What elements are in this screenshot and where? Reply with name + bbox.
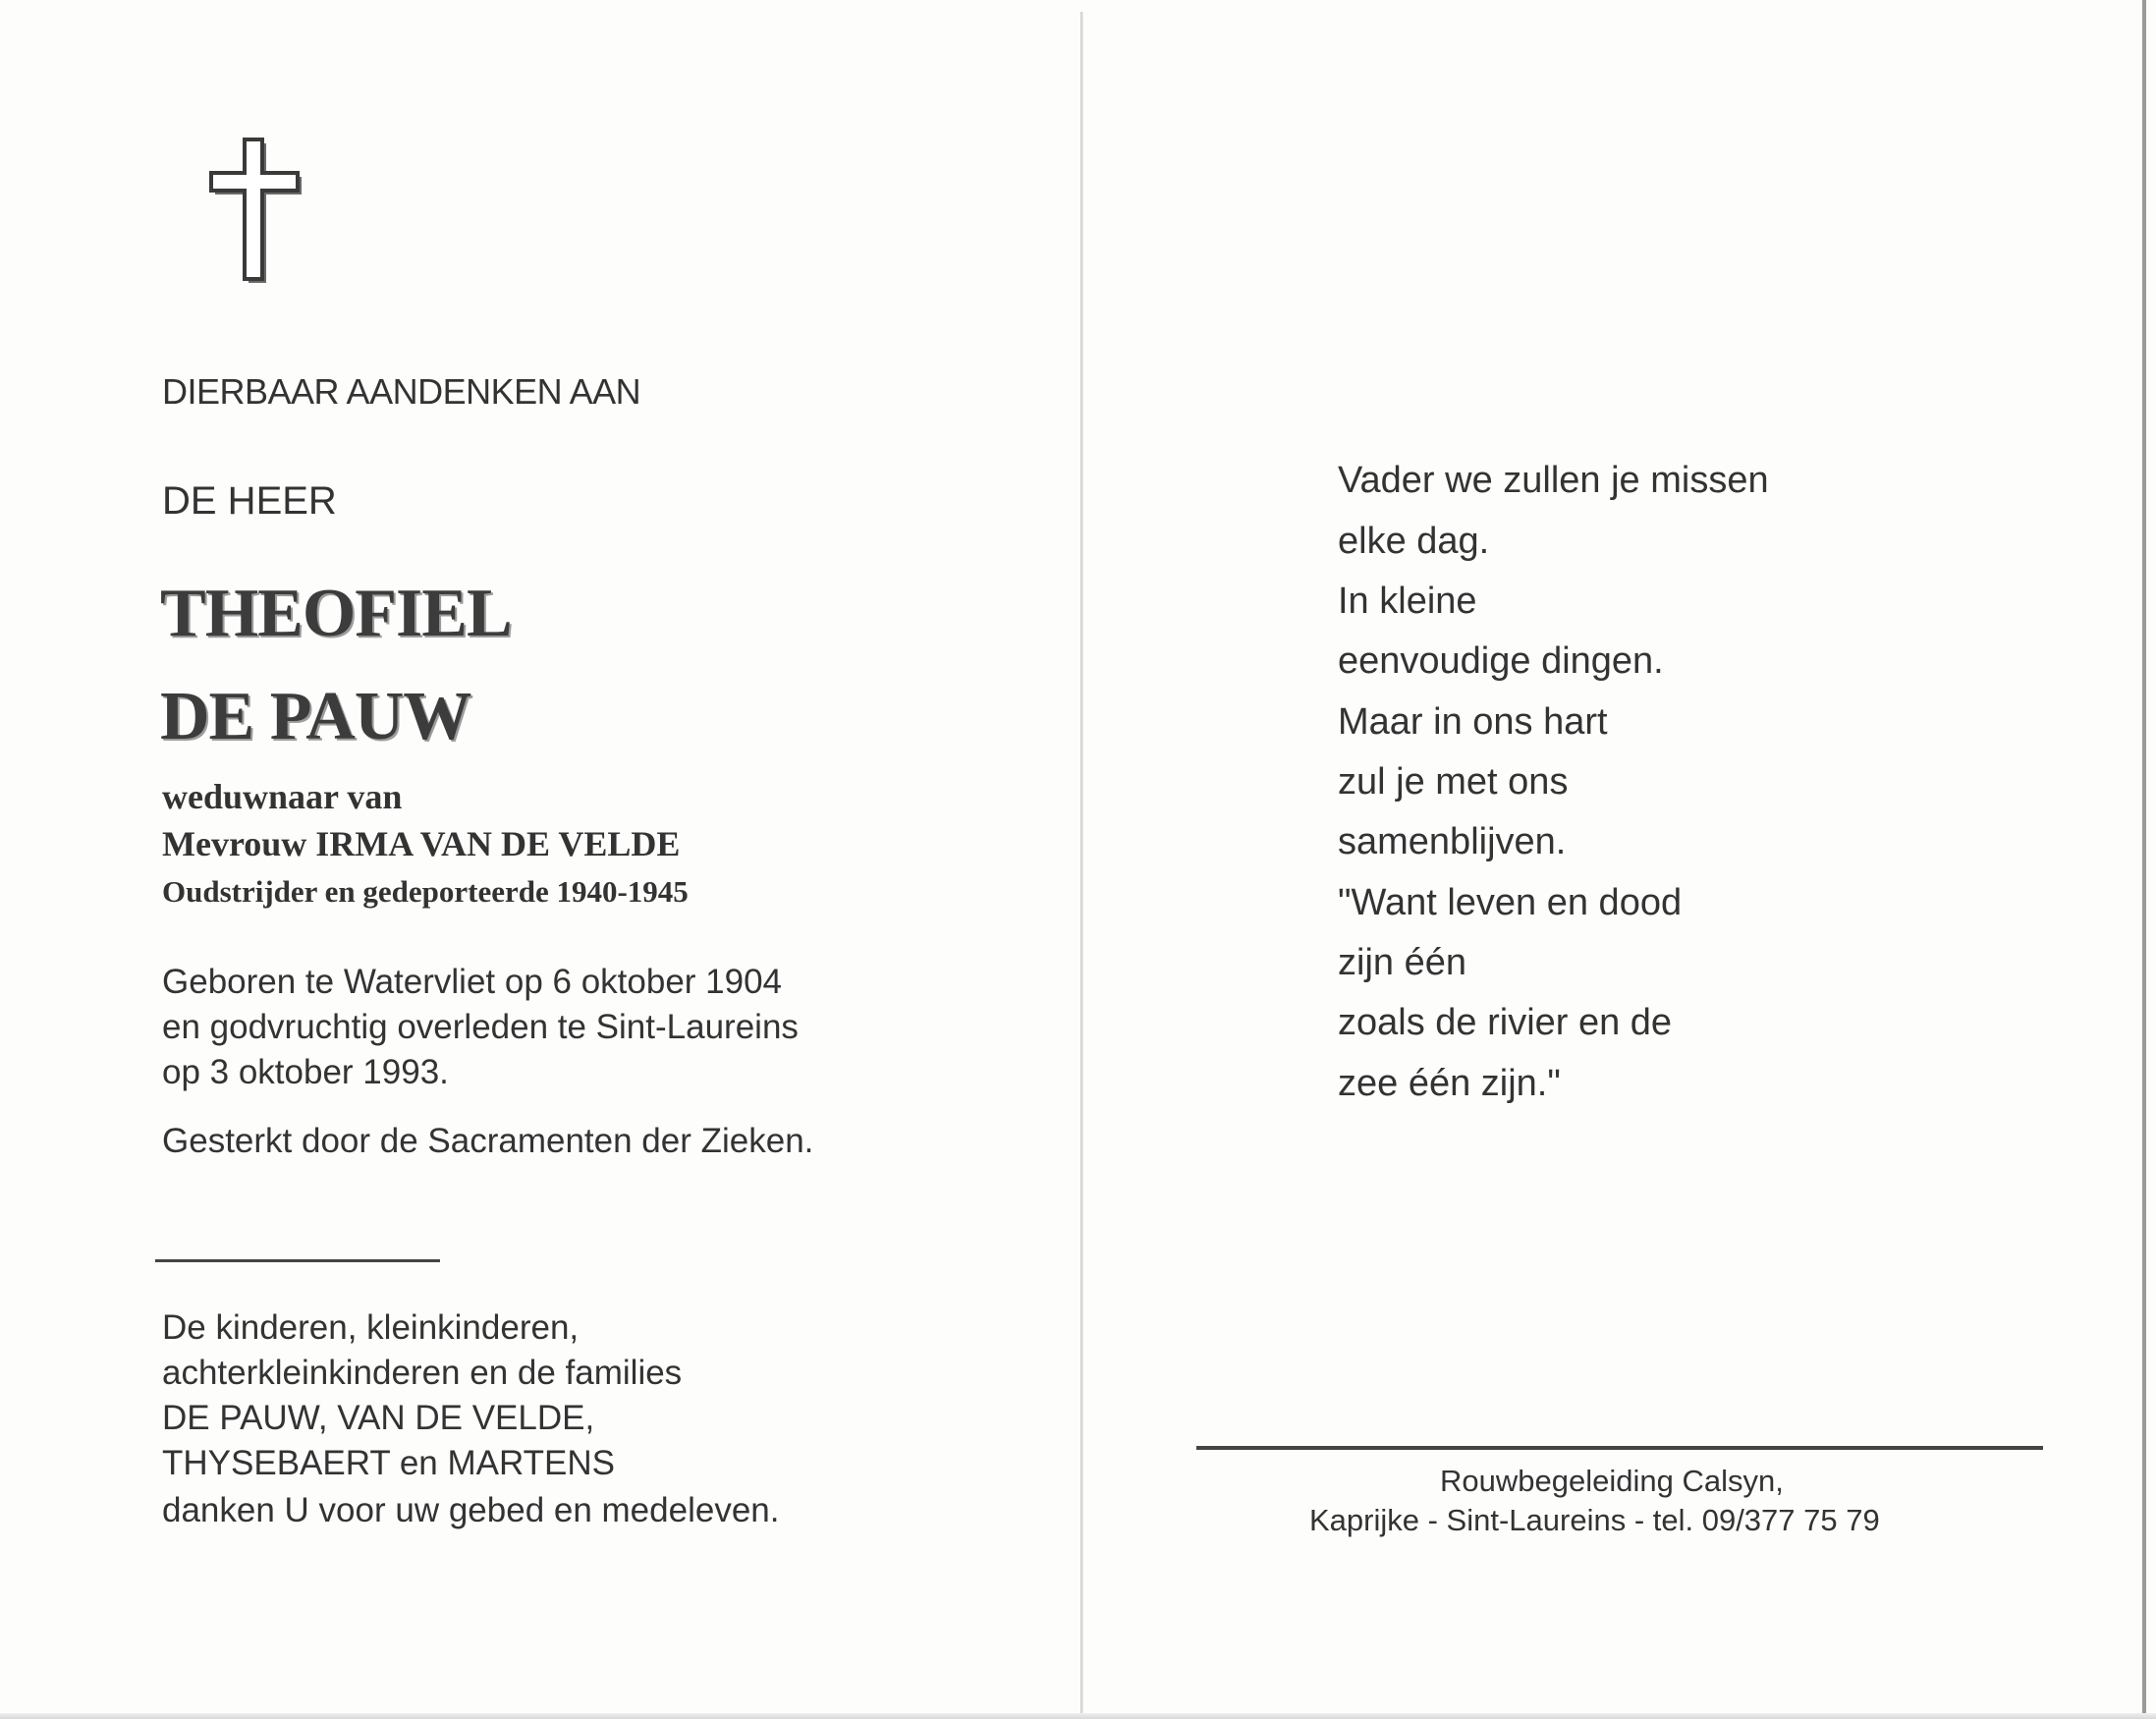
cross-icon bbox=[209, 138, 304, 285]
poem-line: eenvoudige dingen. bbox=[1338, 640, 1664, 682]
thanks-line: THYSEBAERT en MARTENS bbox=[162, 1444, 615, 1482]
poem-line: samenblijven. bbox=[1338, 821, 1567, 862]
thanks-line: danken U voor uw gebed en medeleven. bbox=[162, 1491, 780, 1529]
poem-line: "Want leven en dood bbox=[1338, 882, 1683, 923]
poem-line: Maar in ons hart bbox=[1338, 701, 1608, 743]
funeral-service-name: Rouwbegeleiding Calsyn, bbox=[1440, 1464, 1784, 1498]
divider-long bbox=[1196, 1446, 2043, 1450]
honorific-title: DE HEER bbox=[162, 479, 337, 523]
thanks-line: DE PAUW, VAN DE VELDE, bbox=[162, 1399, 595, 1437]
poem-line: zee één zijn." bbox=[1338, 1063, 1561, 1104]
thanks-line: De kinderen, kleinkinderen, bbox=[162, 1308, 580, 1347]
deceased-first-name: THEOFIEL bbox=[160, 576, 512, 651]
right-panel bbox=[1085, 0, 2156, 1719]
spouse-name: Mevrouw IRMA VAN DE VELDE bbox=[162, 824, 681, 863]
death-line: en godvruchtig overleden te Sint-Laureins bbox=[162, 1008, 799, 1046]
deceased-last-name: DE PAUW bbox=[160, 679, 471, 754]
poem-line: Vader we zullen je missen bbox=[1338, 460, 1769, 501]
funeral-service-contact: Kaprijke - Sint-Laureins - tel. 09/377 75 79 bbox=[1309, 1503, 1880, 1537]
sacraments-line: Gesterkt door de Sacramenten der Zieken. bbox=[162, 1122, 814, 1160]
poem-line: zul je met ons bbox=[1338, 761, 1569, 803]
poem-line: In kleine bbox=[1338, 581, 1477, 622]
death-date-line: op 3 oktober 1993. bbox=[162, 1053, 449, 1091]
card-bottom-edge bbox=[0, 1713, 2156, 1719]
card-fold bbox=[1080, 12, 1083, 1719]
poem-line: zijn één bbox=[1338, 942, 1466, 983]
birth-line: Geboren te Watervliet op 6 oktober 1904 bbox=[162, 963, 783, 1001]
veteran-note: Oudstrijder en gedeporteerde 1940-1945 bbox=[162, 874, 689, 909]
card-edge bbox=[2142, 0, 2146, 1719]
poem-line: zoals de rivier en de bbox=[1338, 1002, 1673, 1043]
thanks-line: achterkleinkinderen en de families bbox=[162, 1354, 683, 1392]
divider-short bbox=[155, 1259, 440, 1262]
widower-line: weduwnaar van bbox=[162, 777, 403, 816]
memorial-heading: DIERBAAR AANDENKEN AAN bbox=[162, 371, 641, 412]
poem-line: elke dag. bbox=[1338, 521, 1490, 562]
